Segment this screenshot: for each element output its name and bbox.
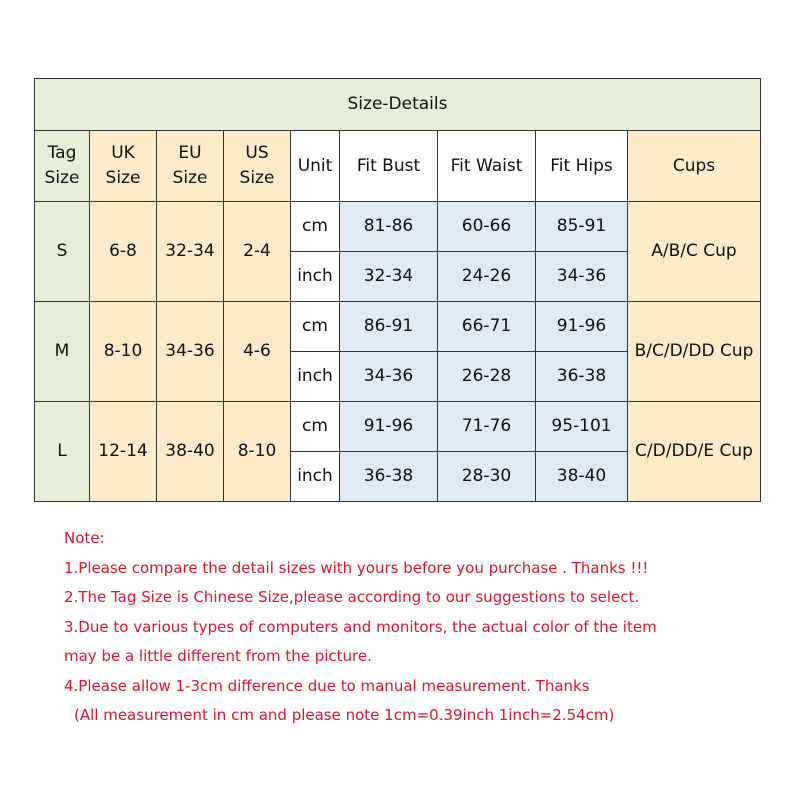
table-row	[35, 402, 761, 452]
note-line: 2.The Tag Size is Chinese Size,please according to our suggestions to select.	[64, 588, 640, 606]
us-size-cell: 4-6	[224, 302, 291, 402]
tag-size-cell: S	[35, 202, 90, 302]
cups-cell: A/B/C Cup	[628, 202, 761, 302]
note-line: 4.Please allow 1-3cm difference due to manual measurement. Thanks	[64, 676, 590, 695]
unit-cell: inch	[291, 352, 340, 402]
header-uk-size: UK Size	[90, 131, 157, 202]
bust-cell: 86-91	[340, 302, 438, 352]
note-line: 1.Please compare the detail sizes with yours before you purchase . Thanks !!!	[64, 558, 649, 577]
hips-cell: 34-36	[536, 252, 628, 302]
table-title: Size-Details	[35, 79, 761, 131]
header-tag-size: Tag Size	[35, 131, 90, 202]
unit-cell: inch	[291, 252, 340, 302]
uk-size-cell: 6-8	[90, 202, 157, 302]
table-row	[35, 202, 761, 252]
waist-cell: 60-66	[438, 202, 536, 252]
eu-size-cell: 38-40	[157, 402, 224, 502]
unit-cell: cm	[291, 402, 340, 452]
header-eu-size: EU Size	[157, 131, 224, 202]
bust-cell: 81-86	[340, 202, 438, 252]
tag-size-cell: M	[35, 302, 90, 402]
hips-cell: 95-101	[536, 402, 628, 452]
header-fit-hips: Fit Hips	[536, 131, 628, 202]
header-cups: Cups	[628, 131, 761, 202]
header-fit-waist: Fit Waist	[438, 131, 536, 202]
header-unit: Unit	[291, 131, 340, 202]
bust-cell: 91-96	[340, 402, 438, 452]
tag-size-cell: L	[35, 402, 90, 502]
unit-cell: inch	[291, 452, 340, 502]
waist-cell: 28-30	[438, 452, 536, 502]
header-us-size: US Size	[224, 131, 291, 202]
waist-cell: 71-76	[438, 402, 536, 452]
header-fit-bust: Fit Bust	[340, 131, 438, 202]
hips-cell: 85-91	[536, 202, 628, 252]
uk-size-cell: 12-14	[90, 402, 157, 502]
notes-heading: Note:	[64, 529, 105, 547]
uk-size-cell: 8-10	[90, 302, 157, 402]
waist-cell: 26-28	[438, 352, 536, 402]
bust-cell: 32-34	[340, 252, 438, 302]
waist-cell: 24-26	[438, 252, 536, 302]
notes-section	[64, 524, 784, 731]
cups-cell: B/C/D/DD Cup	[628, 302, 761, 402]
note-line: may be a little different from the picture.	[64, 647, 372, 665]
note-line: 3.Due to various types of computers and monitors, the actual color of the item	[64, 617, 657, 636]
unit-cell: cm	[291, 202, 340, 252]
size-details-table	[34, 78, 761, 502]
us-size-cell: 8-10	[224, 402, 291, 502]
cups-cell: C/D/DD/E Cup	[628, 402, 761, 502]
hips-cell: 38-40	[536, 452, 628, 502]
note-line: (All measurement in cm and please note 1cm=0.39inch 1inch=2.54cm)	[74, 706, 615, 724]
eu-size-cell: 32-34	[157, 202, 224, 302]
hips-cell: 91-96	[536, 302, 628, 352]
eu-size-cell: 34-36	[157, 302, 224, 402]
bust-cell: 34-36	[340, 352, 438, 402]
hips-cell: 36-38	[536, 352, 628, 402]
bust-cell: 36-38	[340, 452, 438, 502]
us-size-cell: 2-4	[224, 202, 291, 302]
table-row	[35, 302, 761, 352]
unit-cell: cm	[291, 302, 340, 352]
waist-cell: 66-71	[438, 302, 536, 352]
